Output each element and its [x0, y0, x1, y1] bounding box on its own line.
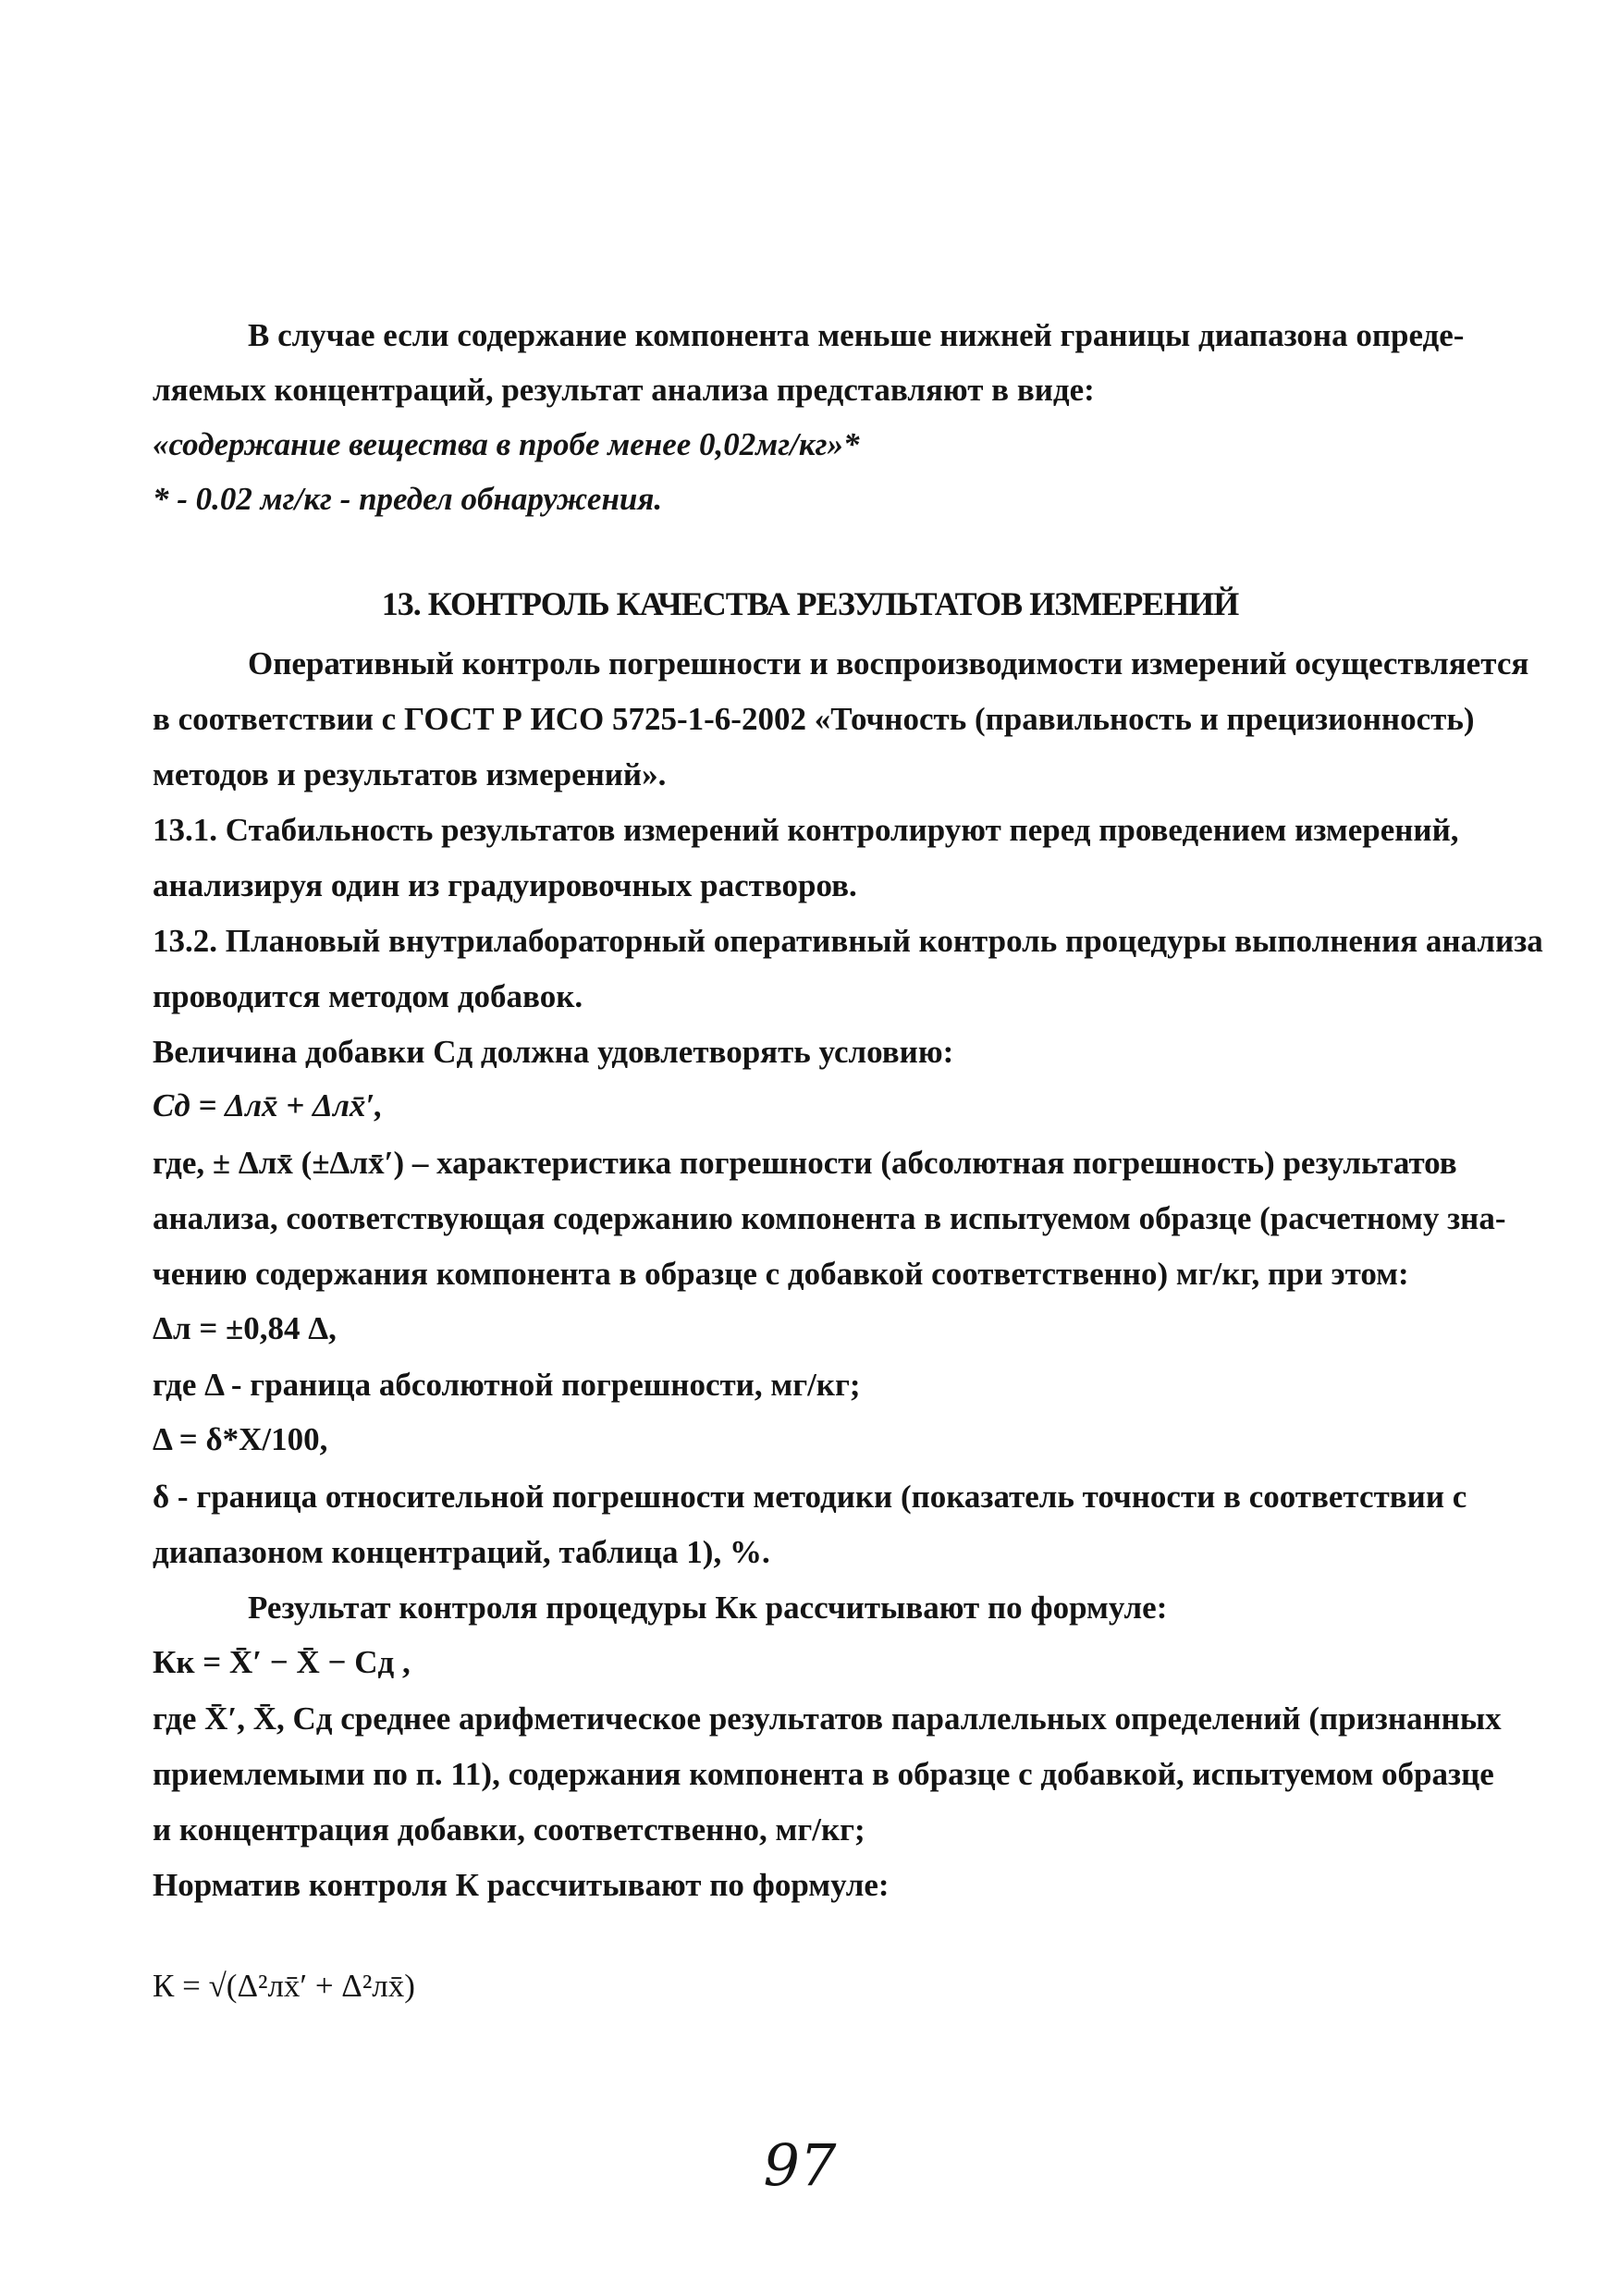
where-2-line-3: и концентрация добавки, соответственно, мг/кг; [153, 1811, 865, 1848]
where-2-line-1: где X̄′, X̄, Cд среднее арифметическое результатов параллельных определений (признанных [153, 1701, 1502, 1737]
delta-desc-line-1: δ - граница относительной погрешности методики (показатель точности в соответствии с [153, 1479, 1467, 1515]
operative-line-1: Оперативный контроль погрешности и воспроизводимости измерений осуществляется [248, 645, 1529, 681]
formula-delta-l: Δл = ±0,84 Δ, [153, 1310, 337, 1346]
where-1-line-2: анализа, соответствующая содержанию компонента в испытуемом образце (расчетному зна- [153, 1200, 1506, 1236]
item-13-2-line-2: проводится методом добавок. [153, 978, 583, 1014]
item-13-2-text: Плановый внутрилабораторный оперативный контроль процедуры выполнения анализа [225, 923, 1543, 959]
where-1-line-3: чению содержания компонента в образце с добавкой соответственно) мг/кг, при этом: [153, 1256, 1409, 1292]
operative-line-2: в соответствии с ГОСТ Р ИСО 5725-1-6-2002 «Точность (правильность и прецизионность) [153, 701, 1475, 737]
intro-line-1: В случае если содержание компонента меньше нижней границы диапазона опреде- [248, 317, 1465, 353]
additive-condition: Величина добавки Cд должна удовлетворять условию: [153, 1034, 954, 1070]
detection-footnote: * - 0.02 мг/кг - предел обнаружения. [153, 481, 663, 517]
item-13-1-number: 13.1. [153, 812, 217, 848]
result-calc: Результат контроля процедуры Кк рассчитывают по формуле: [248, 1590, 1168, 1626]
operative-line-3: методов и результатов измерений». [153, 756, 667, 792]
intro-line-2: ляемых концентраций, результат анализа представляют в виде: [153, 372, 1095, 408]
item-13-2-line-1 [153, 922, 1543, 961]
formula-k: К = √(Δ²лx̄′ + Δ²лx̄) [153, 1968, 415, 2004]
norm-calc: Норматив контроля К рассчитывают по формуле: [153, 1867, 890, 1903]
formula-delta: Δ = δ*X/100, [153, 1421, 328, 1457]
formula-kk: Кк = X̄′ − X̄ − Cд , [153, 1644, 411, 1680]
item-13-2-number: 13.2. [153, 923, 217, 959]
delta-desc-line-2: диапазоном концентраций, таблица 1), %. [153, 1534, 770, 1570]
where-2-line-2: приемлемыми по п. 11), содержания компонента в образце с добавкой, испытуемом образце [153, 1756, 1494, 1792]
item-13-1-line-1 [153, 811, 1459, 850]
item-13-1-text: Стабильность результатов измерений контролируют перед проведением измерений, [225, 812, 1459, 848]
item-13-1-line-2: анализируя один из градуировочных растворов. [153, 867, 857, 903]
formula-cd: Cд = Δлx̄ + Δлx̄′, [153, 1087, 383, 1123]
where-1-line-1: где, ± Δлx̄ (±Δлx̄′) – характеристика погрешности (абсолютная погрешность) результатов [153, 1145, 1457, 1181]
section-heading: 13. КОНТРОЛЬ КАЧЕСТВА РЕЗУЛЬТАТОВ ИЗМЕРЕНИЙ [381, 585, 1239, 622]
where-delta: где Δ - граница абсолютной погрешности, мг/кг; [153, 1367, 861, 1403]
intro-quote: «содержание вещества в пробе менее 0,02мг/кг»* [153, 426, 860, 462]
page-number: 97 [763, 2131, 837, 2199]
